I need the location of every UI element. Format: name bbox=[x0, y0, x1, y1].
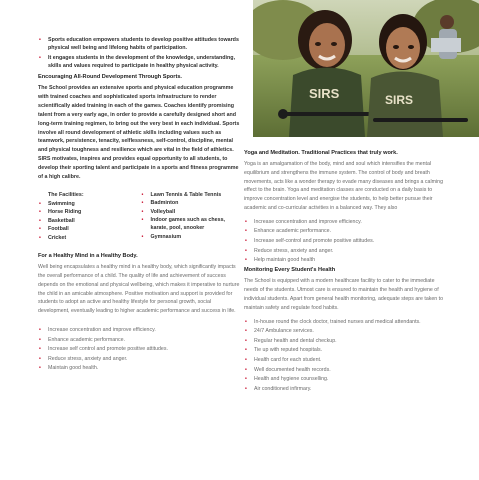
left-column bbox=[38, 36, 243, 374]
list-item: • Increase concentration and improve efficiency. bbox=[38, 326, 243, 334]
facilities-left-column bbox=[38, 192, 141, 243]
list-item: • Maintain good health. bbox=[38, 364, 243, 372]
jersey-text-left: SIRS bbox=[309, 86, 340, 101]
facilities-right-column bbox=[141, 192, 244, 243]
list-item: • Horse Riding bbox=[38, 209, 141, 217]
yoga-heading: Yoga and Meditation. Traditional Practices that truly work. bbox=[244, 150, 398, 156]
list-item: • In-house round the clock doctor, trained nurses and medical attendants. bbox=[244, 318, 449, 326]
list-item: • Sports education empowers students to develop positive attitudes towards physical well being and lifelong habits of participation. bbox=[38, 36, 243, 52]
right-column bbox=[244, 150, 449, 394]
health-heading: Monitoring Every Student's Health bbox=[244, 267, 336, 274]
health-paragraph: The School is equipped with a modern healthcare facility to cater to the immediate needs of the students. Utmost care is ensured to maintain the health and hygiene of individual students. Apart from general health monitoring, adequate steps are taken to maintain safety and regulate food habits. bbox=[244, 278, 444, 311]
list-item: • Air conditioned infirmary. bbox=[244, 385, 449, 393]
mind-paragraph: Well being encapsulates a healthy mind in a healthy body, which significantly impacts the overall performance of a child. The quality of life and achievement of success depends on the emotional and physical wellbeing, which makes it imperative to nurture the child in an amicable atmosphere. Positive motivation and support is provided for students to adopt an active and healthy lifestyle for personal growth, social development, eventually leading to higher academic performance and success in life. bbox=[38, 264, 240, 315]
list-item: • Regular health and dental checkup. bbox=[244, 337, 449, 345]
facilities-title: The Facilities: bbox=[48, 191, 84, 198]
list-item: • Reduce stress, anxiety and anger. bbox=[244, 247, 449, 255]
list-item: • Help maintain good health bbox=[244, 256, 449, 264]
list-item: • Increase self-control and promote positive attitudes. bbox=[244, 237, 449, 245]
list-item: • Well documented health records. bbox=[244, 366, 449, 374]
list-item: • Health card for each student. bbox=[244, 356, 449, 364]
list-item: • Basketball bbox=[38, 218, 141, 226]
yoga-paragraph: Yoga is an amalgamation of the body, mind and soul which intensifies the mental equilibrium and strengthens the immune system. The control of body and breath movements, acts like a wonder therapy to evade many diseases and brings a calming effect to the brain. Yoga and meditation classes are conducted on a daily basis to improve concentration level and energise the students, to help better pursue their academic and co-curricular activities in a balanced way. They also bbox=[244, 161, 444, 211]
yoga-benefits-list bbox=[244, 218, 449, 265]
health-facilities-list bbox=[244, 318, 449, 393]
list-item: • Football bbox=[38, 226, 141, 234]
mind-heading: For a Healthy Mind in a Healthy Body. bbox=[38, 253, 138, 260]
list-item: • Badminton bbox=[141, 200, 244, 208]
sports-heading: Encouraging All-Round Development Through Sports. bbox=[38, 74, 182, 80]
jersey-text-right: SIRS bbox=[385, 93, 414, 107]
list-item: • Cricket bbox=[38, 235, 141, 243]
list-item: • Swimming bbox=[38, 201, 141, 209]
sports-paragraph: The School provides an extensive sports and physical education programme with trained coaches and sophisticated sports infrastructure to render scientifically aided training in each of the games. Coaches identify promising talent from a very early age, in order to provide a carefully designed short and long-term training regimen, to bring out the very best in each individual. Sports involve all round development of athletic skills including values such as teamwork, persistence, tenacity, selflessness, self-control, discipline, mental and physical toughness and resilience which are vital in the field of athletics. SIRS motivates, inspires and provides equal opportunity to all students, to develop their sporting talent and participate in a sports and fitness programme of a high calibre. bbox=[38, 85, 240, 181]
mind-benefits-list bbox=[38, 326, 243, 373]
list-item: • Health and hygiene counselling. bbox=[244, 375, 449, 383]
list-item: • Enhance academic performance. bbox=[244, 227, 449, 235]
list-item: • Tie up with reputed hospitals. bbox=[244, 346, 449, 354]
sports-benefits-list bbox=[38, 36, 243, 70]
list-item: • 24/7 Ambulance services. bbox=[244, 327, 449, 335]
list-item: • Lawn Tennis & Table Tennis bbox=[141, 192, 244, 200]
students-cycling-photo bbox=[253, 0, 479, 137]
list-item: • Increase self control and promote positive attitudes. bbox=[38, 345, 243, 353]
list-item: • It engages students in the development of the knowledge, understanding, skills and values required to participate in healthy physical activity. bbox=[38, 54, 243, 70]
facilities-block bbox=[38, 192, 243, 243]
list-item: • Gymnasium bbox=[141, 234, 244, 242]
list-item: • Indoor games such as chess, karate, pool, snooker bbox=[141, 217, 244, 232]
list-item: • Reduce stress, anxiety and anger. bbox=[38, 355, 243, 363]
list-item: • Enhance academic performance. bbox=[38, 336, 243, 344]
list-item: • Volleyball bbox=[141, 209, 244, 217]
list-item: • Increase concentration and improve efficiency. bbox=[244, 218, 449, 226]
